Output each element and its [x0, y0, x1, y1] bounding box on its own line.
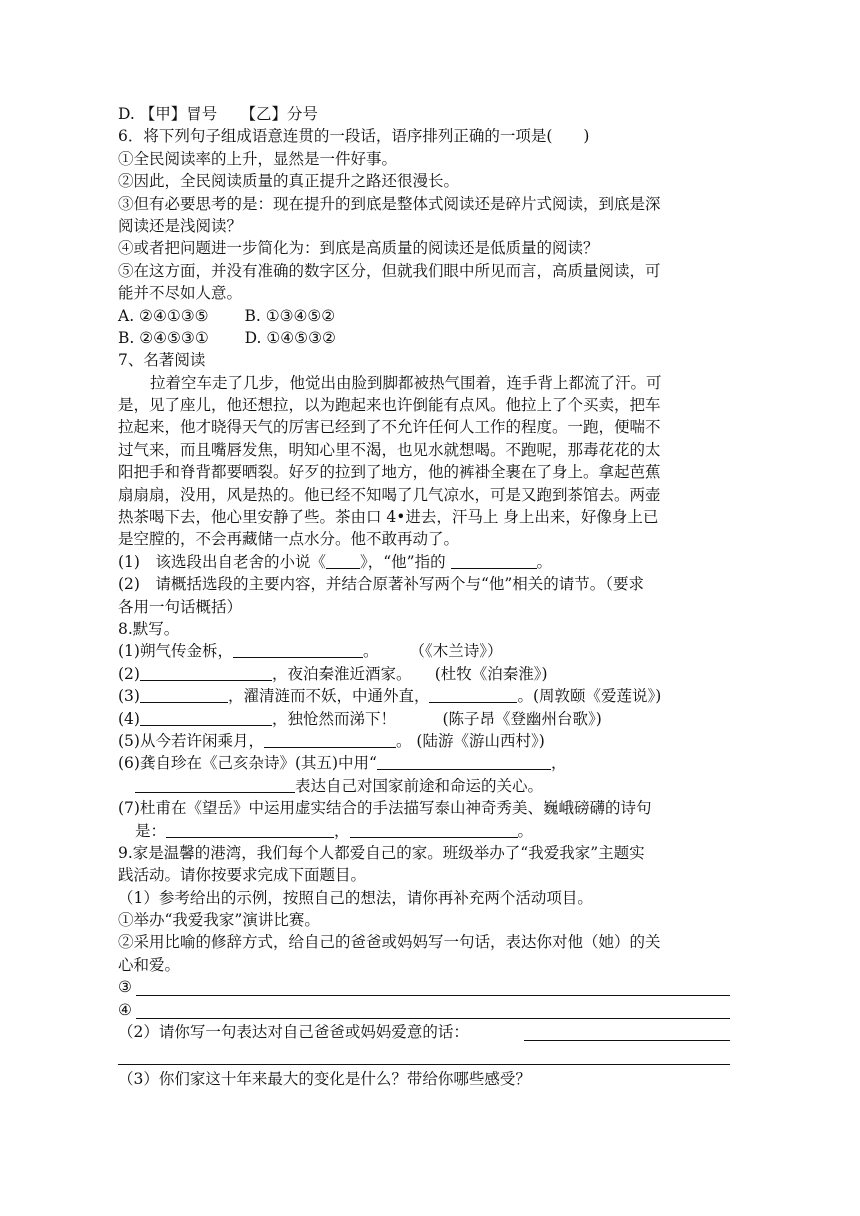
circle-4-label: ④: [118, 1000, 132, 1019]
passage-line: 扇扇扇，没用，风是热的。他已经不知喝了几气凉水，可是又跑到茶馆去。两壶: [118, 485, 661, 504]
novel-title-blank[interactable]: [326, 553, 360, 569]
passage-line: 是，见了座儿，他还想拉，以为跑起来也许倒能有点风。他拉上了个买卖，把车: [118, 396, 661, 415]
answer-line-4: [118, 999, 733, 1021]
sentence-5: ⑤在这方面，并没有准确的数字区分，但就我们眼中所见而言，高质量阅读，可: [118, 261, 661, 280]
sentence-3: ③但有必要思考的是：现在提升的到底是整体式阅读还是碎片式阅读，到底是深: [118, 194, 661, 213]
passage-line: 热茶喝下去，他心里安静了些。茶由口 4•进去，汗马上 身上出来，好像身上已: [118, 508, 659, 527]
dictation-3: [118, 685, 733, 707]
question-7-1: [118, 551, 733, 573]
sentence-5-cont: 能并不尽如人意。: [118, 284, 243, 303]
circle-3-label: ③: [118, 978, 132, 997]
dictation-7-period: 。: [517, 821, 534, 840]
dictation-3-text: ，濯清涟而不妖，中通外直，: [227, 687, 430, 706]
dictation-2-text: ，夜泊秦淮近酒家。 (杜牧《泊秦淮》): [271, 664, 548, 683]
dictation-2: [118, 663, 733, 685]
question-9-2-text: （2）请你写一句表达对自己爸爸或妈妈爱意的话：: [118, 1023, 469, 1042]
example-1: ①举办“我爱我家”演讲比赛。: [118, 911, 320, 930]
dictation-1-source: 。 （《木兰诗》）: [362, 642, 503, 661]
dictation-6-text: (6)龚自珍在《己亥杂诗》(其五)中用“: [118, 754, 377, 773]
passage-line: 阳把手和脊背都要晒裂。好歹的拉到了地方，他的裤褂全裹在了身上。拿起芭蕉: [118, 463, 661, 482]
dictation-4-number: (4): [118, 709, 140, 728]
answer-line-3: [118, 976, 733, 998]
question-9-2-blank-row: [118, 1043, 733, 1065]
dictation-4-blank[interactable]: [140, 710, 272, 726]
dictation-6-blank-1[interactable]: [377, 754, 551, 770]
passage-line: 拉着空车走了几步，他觉出由脸到脚都被热气围着，连手背上都流了汗。可: [150, 373, 662, 392]
options-cd: B. ②④⑤③① D. ①④⑤③②: [118, 328, 336, 347]
dictation-1: [118, 640, 733, 662]
dictation-7-text: 是：: [135, 821, 167, 840]
dictation-6-comma: ，: [550, 754, 567, 773]
character-blank[interactable]: [451, 553, 537, 569]
sentence-3-cont: 阅读还是浅阅读？: [118, 216, 243, 235]
dictation-4: [118, 708, 733, 730]
question-7-2: (2) 请概括选段的主要内容，并结合原著补写两个与“他”相关的请节。（要求: [118, 575, 645, 594]
q7-1-text-a: (1) 该选段出自老舍的小说《: [118, 552, 326, 571]
dictation-3-source: 。(周敦颐《爱莲说》): [517, 687, 662, 706]
document-page: [118, 103, 733, 1090]
question-9-2: [118, 1021, 733, 1043]
passage-line: 是空膛的，不会再藏储一点水分。他不敢再动了。: [118, 530, 460, 549]
dictation-1-text: (1)朔气传金柝，: [118, 642, 233, 661]
question-6-stem: 6．将下列句子组成语意连贯的一段话，语序排列正确的一项是( ): [118, 127, 590, 146]
dictation-7-blank-1[interactable]: [166, 822, 334, 838]
sentence-1: ①全民阅读率的上升，显然是一件好事。: [118, 149, 398, 168]
dictation-5-blank[interactable]: [264, 732, 396, 748]
dictation-5: [118, 730, 733, 752]
passage-line: 拉起来，他才晓得天气的厉害已经到了不允许任何人工作的程度。一跑，便喘不: [118, 418, 661, 437]
answer-line-4-blank[interactable]: [136, 1018, 730, 1019]
question-7-2-cont: 各用一句话概括）: [118, 597, 243, 616]
q7-1-text-b: 》，“他”指的: [359, 552, 451, 571]
dictation-3-blank-1[interactable]: [140, 687, 228, 703]
dictation-2-blank[interactable]: [140, 665, 272, 681]
question-9-2-blank-2[interactable]: [118, 1064, 730, 1065]
answer-line-3-blank[interactable]: [136, 995, 730, 996]
example-2: ②采用比喻的修辞方式，给自己的爸爸或妈妈写一句话，表达你对他（她）的关: [118, 933, 661, 952]
question-9-1: （1）参考给出的示例，按照自己的想法，请你再补充两个活动项目。: [118, 888, 593, 907]
dictation-5-source: 。 (陆游《游山西村》): [395, 731, 545, 750]
dictation-4-text: ，独怆然而涕下！ (陈子昂《登幽州台歌》): [271, 709, 602, 728]
option-d-line: D. 【甲】冒号 【乙】分号: [118, 105, 318, 123]
dictation-7-cont: [118, 820, 733, 842]
dictation-1-blank[interactable]: [233, 642, 363, 658]
question-8-heading: 8.默写。: [118, 619, 180, 638]
dictation-7-comma: ，: [334, 821, 350, 840]
dictation-7-blank-2[interactable]: [350, 822, 518, 838]
q7-1-text-c: 。: [536, 552, 553, 571]
dictation-6: [118, 752, 733, 774]
dictation-7: (7)杜甫在《望岳》中运用虚实结合的手法描写泰山神奇秀美、巍峨磅礴的诗句: [118, 799, 652, 818]
question-9-2-blank[interactable]: [524, 1040, 730, 1041]
example-2-cont: 心和爱。: [118, 955, 181, 974]
question-7-heading: 7、名著阅读: [118, 351, 206, 370]
dictation-3-blank-2[interactable]: [429, 687, 517, 703]
dictation-2-number: (2): [118, 664, 140, 683]
question-9-stem-cont: 践活动。请你按要求完成下面题目。: [118, 866, 367, 885]
dictation-3-number: (3): [118, 687, 140, 706]
options-ab: A. ②④①③⑤ B. ①③④⑤②: [118, 306, 336, 325]
question-9-3: （3）你们家这十年来最大的变化是什么？带给你哪些感受？: [118, 1069, 531, 1088]
question-9-stem: 9.家是温馨的港湾，我们每个人都爱自己的家。班级举办了“我爱我家”主题实: [118, 843, 645, 862]
dictation-6-cont: [118, 775, 733, 797]
dictation-5-text: (5)从今若许闲乘月，: [118, 731, 264, 750]
passage-line: 过气来，而且嘴唇发焦，明知心里不渴，也见水就想喝。不跑呢，那毒花花的太: [118, 440, 661, 459]
sentence-2: ②因此，全民阅读质量的真正提升之路还很漫长。: [118, 172, 460, 191]
sentence-4: ④或者把问题进一步简化为：到底是高质量的阅读还是低质量的阅读？: [118, 239, 599, 258]
dictation-6-blank-2[interactable]: [135, 777, 295, 793]
dictation-6-text-end: 表达自己对国家前途和命运的关心。: [295, 776, 544, 795]
